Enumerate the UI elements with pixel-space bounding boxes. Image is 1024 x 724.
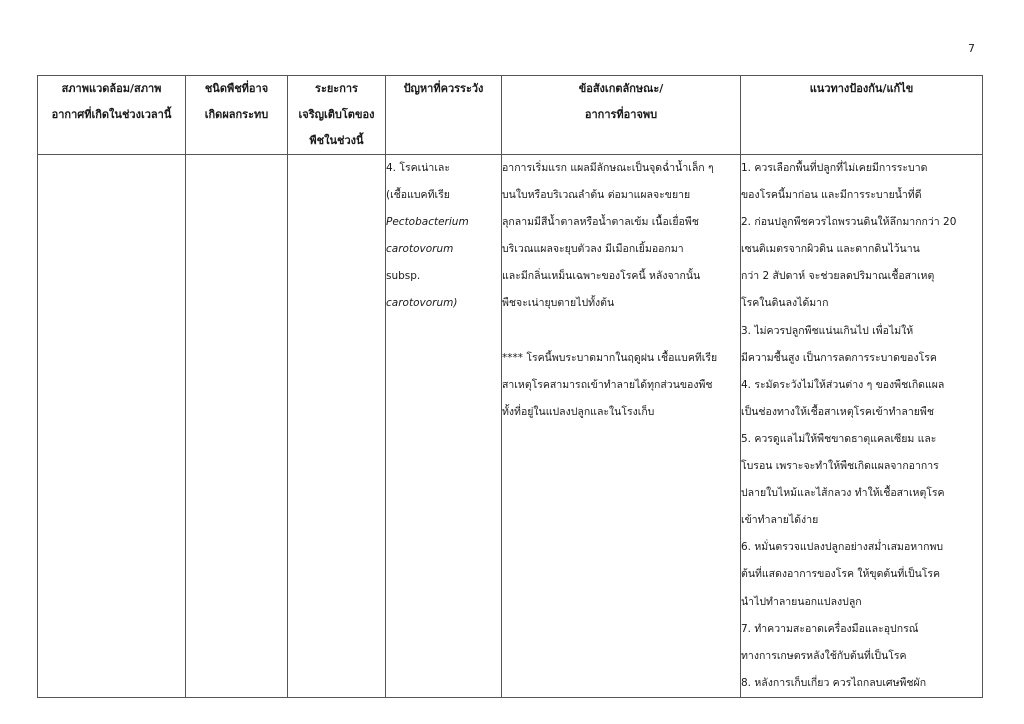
symptom-line: บริเวณแผลจะยุบตัวลง มีเมือกเยิ้มออกมา xyxy=(502,243,684,256)
header-row xyxy=(38,76,983,155)
problem-line: carotovorum) xyxy=(386,297,458,310)
problem-cell xyxy=(386,155,502,698)
prevention-line: โรคในดินลงได้มาก xyxy=(741,297,829,310)
symptom-line: ลุกลามมีสีน้ำตาลหรือน้ำตาลเข้ม เนื้อเยื่อพืช xyxy=(502,216,699,229)
header-symptoms xyxy=(502,76,741,155)
header-line: พืชในช่วงนี้ xyxy=(309,134,364,147)
header-line: สภาพแวดล้อม/สภาพ xyxy=(61,82,162,95)
header-line: อากาศที่เกิดในช่วงเวลานี้ xyxy=(51,108,172,121)
page-number: 7 xyxy=(968,42,975,55)
note-line: สาเหตุโรคสามารถเข้าทำลายได้ทุกส่วนของพืช xyxy=(502,378,713,391)
prevention-cell xyxy=(741,155,983,698)
problem-line: Pectobacterium xyxy=(386,216,469,229)
prevention-line: 5. ควรดูแลไม่ให้พืชขาดธาตุแคลเซียม และ xyxy=(741,432,937,445)
growth-stage-cell xyxy=(288,155,386,698)
prevention-line: 2. ก่อนปลูกพืชควรไถพรวนดินให้ลึกมากกว่า 20 xyxy=(741,216,957,229)
header-prevention xyxy=(741,76,983,155)
prevention-line: นำไปทำลายนอกแปลงปลูก xyxy=(741,595,862,608)
header-line: เจริญเติบโตของ xyxy=(298,108,375,121)
header-environment xyxy=(38,76,186,155)
header-line: ปัญหาที่ควรระวัง xyxy=(403,82,484,95)
prevention-line: กว่า 2 สัปดาห์ จะช่วยลดปริมาณเชื้อสาเหตุ xyxy=(741,270,935,283)
symptom-line: พืชจะเน่ายุบตายไปทั้งต้น xyxy=(502,297,615,310)
prevention-line: ต้นที่แสดงอาการของโรค ให้ขุดต้นที่เป็นโรค xyxy=(741,568,941,581)
affected-plants-cell xyxy=(186,155,288,698)
header-growth-stage xyxy=(288,76,386,155)
header-problem xyxy=(386,76,502,155)
prevention-line: 7. ทำความสะอาดเครื่องมือและอุปกรณ์ xyxy=(741,622,919,635)
prevention-line: มีความชื้นสูง เป็นการลดการระบาดของโรค xyxy=(741,351,937,364)
note-line: ทั้งที่อยู่ในแปลงปลูกและในโรงเก็บ xyxy=(502,405,655,418)
header-line: เกิดผลกระทบ xyxy=(204,108,269,121)
problem-line: subsp. xyxy=(386,270,421,283)
header-line: แนวทางป้องกัน/แก้ไข xyxy=(809,82,914,95)
problem-line: 4. โรคเน่าเละ xyxy=(386,162,450,174)
prevention-line: ปลายใบไหม้และไส้กลวง ทำให้เชื้อสาเหตุโรค xyxy=(741,487,945,500)
symptoms-cell xyxy=(502,155,741,698)
prevention-line: 4. ระมัดระวังไม่ให้ส่วนต่าง ๆ ของพืชเกิดแผล xyxy=(741,378,945,391)
prevention-line: เป็นช่องทางให้เชื้อสาเหตุโรคเข้าทำลายพืช xyxy=(741,405,934,418)
prevention-line: ทางการเกษตรหลังใช้กับต้นที่เป็นโรค xyxy=(741,649,907,662)
problem-line: carotovorum xyxy=(386,243,454,256)
table-row xyxy=(38,155,983,698)
paragraph-gap xyxy=(502,318,740,345)
prevention-line: 1. ควรเลือกพื้นที่ปลูกที่ไม่เคยมีการระบาด xyxy=(741,162,928,174)
data-table xyxy=(37,75,983,698)
prevention-line: เซนติเมตรจากผิวดิน และตากดินไว้นาน xyxy=(741,243,920,256)
prevention-line: 8. หลังการเก็บเกี่ยว ควรไถกลบเศษพืชผัก xyxy=(741,676,927,689)
header-affected-plants xyxy=(186,76,288,155)
header-line: อาการที่อาจพบ xyxy=(584,108,658,121)
prevention-line: 3. ไม่ควรปลูกพืชแน่นเกินไป เพื่อไม่ให้ xyxy=(741,324,914,337)
prevention-line: โบรอน เพราะจะทำให้พืชเกิดแผลจากอาการ xyxy=(741,460,939,473)
prevention-line: 6. หมั่นตรวจแปลงปลูกอย่างสม่ำเสมอหากพบ xyxy=(741,541,944,554)
prevention-line: เข้าทำลายได้ง่าย xyxy=(741,514,819,527)
prevention-line: ของโรคนี้มาก่อน และมีการระบายน้ำที่ดี xyxy=(741,189,922,202)
symptom-line: บนใบหรือบริเวณลำต้น ต่อมาแผลจะขยาย xyxy=(502,189,691,202)
problem-line: (เชื้อแบคทีเรีย xyxy=(386,189,450,202)
note-line: **** โรคนี้พบระบาดมากในฤดูฝน เชื้อแบคทีเรีย xyxy=(502,351,718,364)
symptom-line: อาการเริ่มแรก แผลมีลักษณะเป็นจุดฉ่ำน้ำเล็ก ๆ xyxy=(502,162,714,174)
environment-cell xyxy=(38,155,186,698)
header-line: ชนิดพืชที่อาจ xyxy=(204,82,269,95)
header-line: ข้อสังเกตลักษณะ/ xyxy=(578,82,664,95)
header-line: ระยะการ xyxy=(315,82,358,95)
symptom-line: และมีกลิ่นเหม็นเฉพาะของโรคนี้ หลังจากนั้น xyxy=(502,270,701,283)
